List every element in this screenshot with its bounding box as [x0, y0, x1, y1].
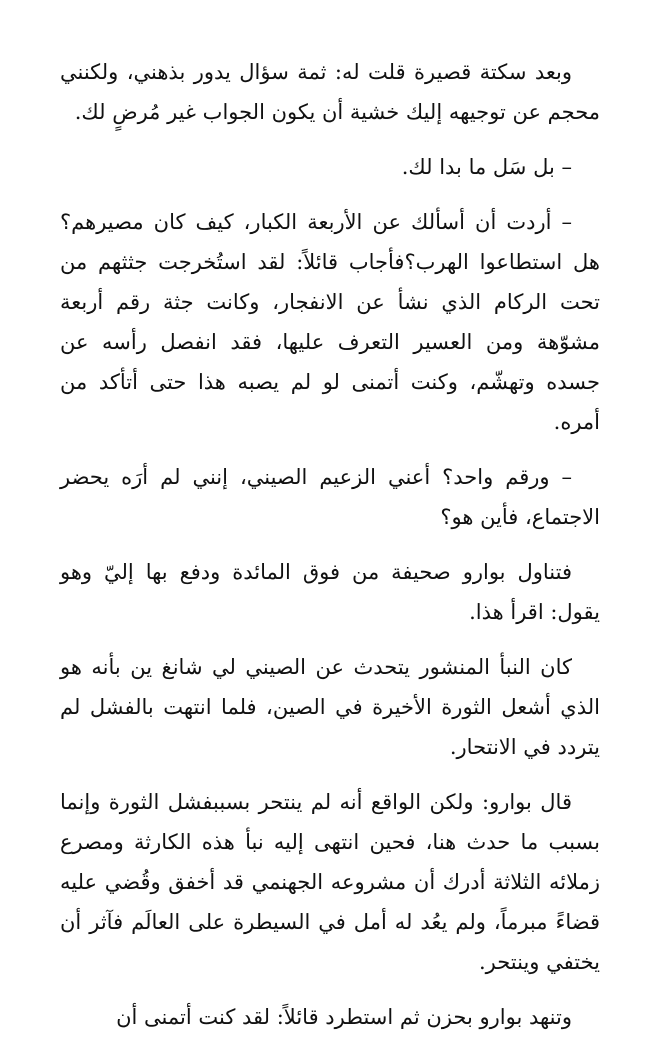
paragraph-1: وبعد سكتة قصيرة قلت له: ثمة سؤال يدور بذهني، ولكنني محجم عن توجيهه إليك خشية أن يكون الجواب غير مُرضٍ لك.	[60, 60, 600, 124]
paragraph-8: وتنهد بوارو بحزن ثم استطرد قائلاً: لقد كنت أتمنى أن	[116, 1005, 572, 1029]
paragraph-7: قال بوارو: ولكن الواقع أنه لم ينتحر بسببفشل الثورة وإنما بسبب ما حدث هنا، فحين انتهى إليه نبأ هذه الكارثة ومصرع زملائه الثلاثة أدرك أن مشروعه الجهنمي قد أخفق وقُضي عليه قضاءً مبرماً، ولم يعُد له أمل في السيطرة على العالَم فآثر أن يختفي وينتحر.	[60, 790, 600, 974]
paragraph-3: – أردت أن أسألك عن الأربعة الكبار، كيف كان مصيرهم؟ هل استطاعوا الهرب؟فأجاب قائلاً: لقد استُخرجت جثثهم من تحت الركام الذي نشأ عن الانفجار، وكانت جثة رقم أربعة مشوّهة ومن العسير التعرف عليها، فقد انفصل رأسه عن جسده وتهشّم، وكنت أتمنى لو لم يصبه هذا حتى أتأكد من أمره.	[60, 210, 600, 434]
paragraph-5: فتناول بوارو صحيفة من فوق المائدة ودفع بها إليّ وهو يقول: اقرأ هذا.	[60, 560, 600, 624]
paragraph-4: – ورقم واحد؟ أعني الزعيم الصيني، إنني لم أرَه يحضر الاجتماع، فأين هو؟	[60, 465, 600, 529]
paragraph-2: – بل سَل ما بدا لك.	[401, 155, 572, 179]
book-page	[60, 52, 600, 1037]
paragraph-6: كان النبأ المنشور يتحدث عن الصيني لي شانغ ين بأنه هو الذي أشعل الثورة الأخيرة في الصين، فلما انتهت بالفشل لم يتردد في الانتحار.	[60, 655, 600, 759]
